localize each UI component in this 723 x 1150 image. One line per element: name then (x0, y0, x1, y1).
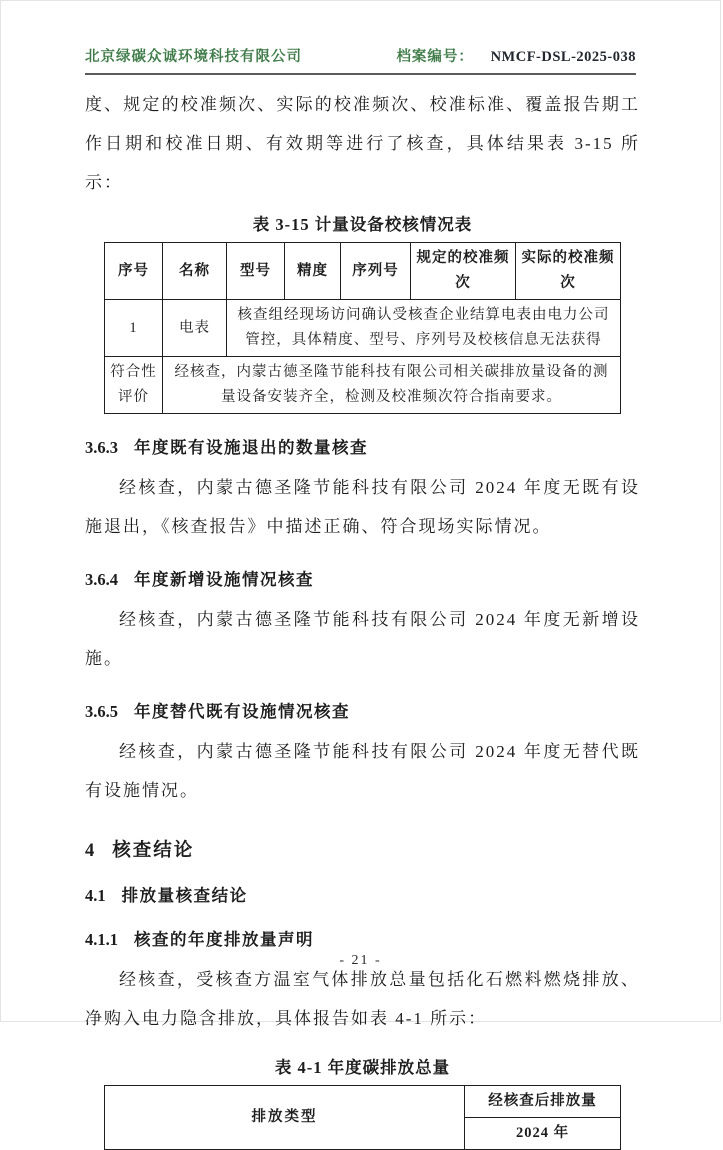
company-name: 北京绿碳众诚环境科技有限公司 (85, 49, 302, 65)
heading-title: 年度新增设施情况核查 (134, 570, 314, 589)
th-seq: 序号 (105, 243, 163, 300)
table-3-15-title: 表 3-15 计量设备校核情况表 (252, 215, 473, 234)
paragraph-3-6-4: 经核查，内蒙古德圣隆节能科技有限公司 2024 年度无新增设施。 (85, 610, 640, 668)
cell-emission-type: 排放类型 (105, 1086, 465, 1150)
heading-title: 排放量核查结论 (121, 886, 248, 905)
heading-4-1 (85, 882, 640, 906)
cell-seq: 1 (105, 300, 163, 357)
heading-number: 4 (85, 841, 95, 861)
heading-number: 4.1.1 (85, 930, 118, 949)
th-actual-freq: 实际的校准频次 (516, 243, 621, 300)
table-row (105, 1086, 621, 1118)
paragraph-3-6-5: 经核查，内蒙古德圣隆节能科技有限公司 2024 年度无替代既有设施情况。 (85, 742, 640, 800)
heading-number: 3.6.4 (85, 570, 118, 589)
archive-label: 档案编号： (396, 49, 474, 65)
cell-conformity-detail: 经核查，内蒙古德圣隆节能科技有限公司相关碳排放量设备的测量设备安装齐全，检测及校准频次符合指南要求。 (163, 357, 621, 414)
table-3-15 (104, 242, 621, 414)
th-name: 名称 (163, 243, 227, 300)
heading-title: 核查的年度排放量声明 (134, 930, 314, 949)
heading-3-6-4 (85, 566, 640, 590)
heading-number: 3.6.3 (85, 438, 118, 457)
th-required-freq: 规定的校准频次 (411, 243, 516, 300)
heading-title: 年度替代既有设施情况核查 (134, 702, 350, 721)
intro-paragraph: 度、规定的校准频次、实际的校准频次、校准标准、覆盖报告期工作日期和校准日期、有效期等进行了核查，具体结果表 3-15 所示： (85, 95, 640, 192)
paragraph-4-1-1: 经核查，受核查方温室气体排放总量包括化石燃料燃烧排放、净购入电力隐含排放，具体报告如表 4-1 所示： (85, 970, 640, 1028)
heading-title: 核查结论 (112, 841, 195, 861)
heading-3-6-5 (85, 698, 640, 722)
table-row (105, 357, 621, 414)
cell-conformity-label: 符合性评价 (105, 357, 163, 414)
table-row (105, 243, 621, 300)
page-number: - 21 - (339, 953, 382, 968)
table-row (105, 300, 621, 357)
heading-4 (85, 836, 640, 862)
page-header (85, 45, 636, 75)
cell-detail: 核查组经现场访问确认受核查企业结算电表由电力公司管控，具体精度、型号、序列号及校核信息无法获得 (227, 300, 621, 357)
table-4-1 (104, 1085, 621, 1150)
archive-number (396, 45, 636, 66)
heading-number: 3.6.5 (85, 702, 118, 721)
heading-4-1-1 (85, 926, 640, 950)
table-4-1-title: 表 4-1 年度碳排放总量 (274, 1058, 451, 1077)
cell-verified-emission: 经核查后排放量 (465, 1086, 621, 1118)
cell-name: 电表 (163, 300, 227, 357)
th-model: 型号 (227, 243, 285, 300)
document-content (85, 85, 640, 1150)
paragraph-3-6-3: 经核查，内蒙古德圣隆节能科技有限公司 2024 年度无既有设施退出，《核查报告》中描述正确、符合现场实际情况。 (85, 478, 640, 536)
heading-title: 年度既有设施退出的数量核查 (134, 438, 368, 457)
th-serial: 序列号 (341, 243, 411, 300)
th-precision: 精度 (285, 243, 341, 300)
heading-number: 4.1 (85, 886, 106, 905)
heading-3-6-3 (85, 434, 640, 458)
cell-year: 2024 年 (465, 1118, 621, 1150)
archive-no-value: NMCF-DSL-2025-038 (490, 49, 636, 65)
